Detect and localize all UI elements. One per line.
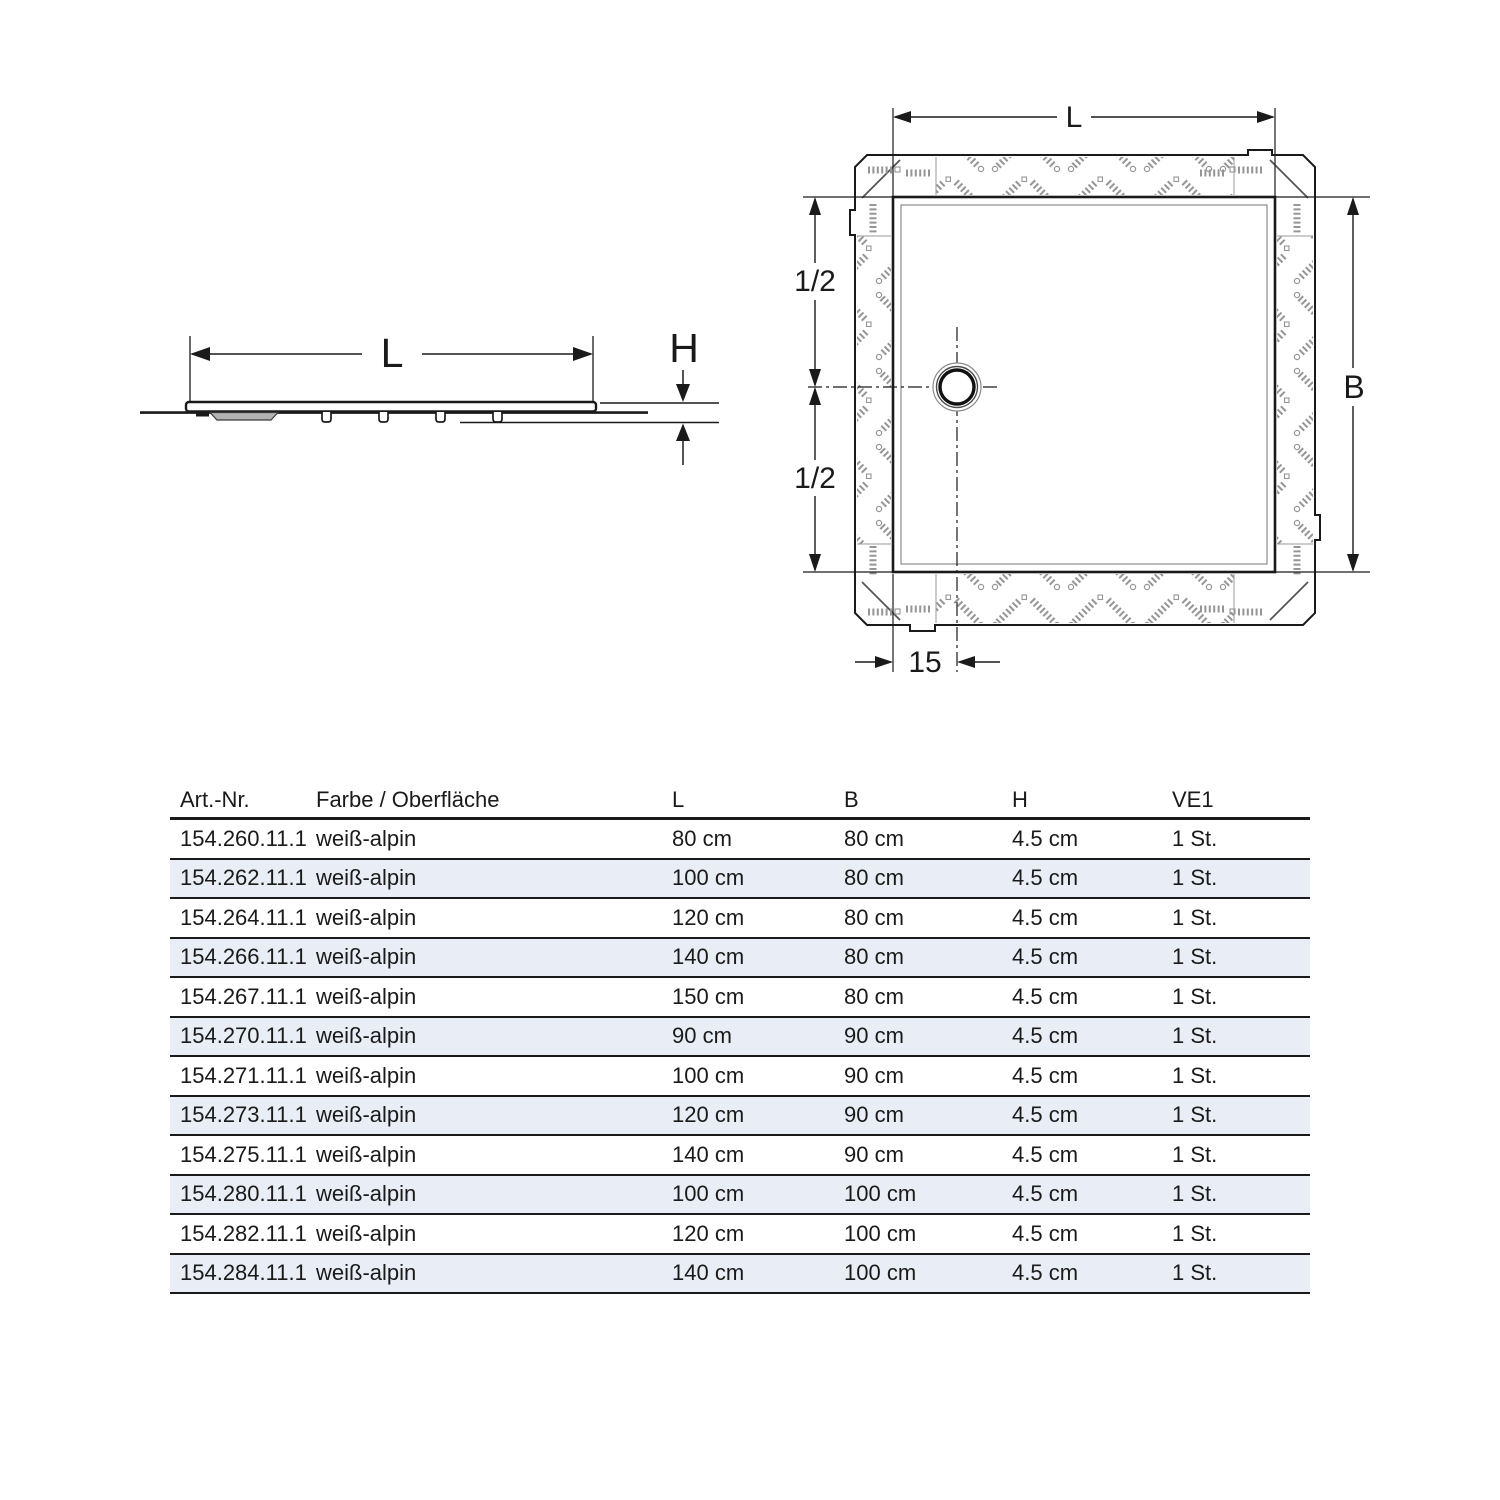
- cell-art-nr: 154.267.11.1: [180, 983, 307, 1009]
- cell-farbe: weiß-alpin: [316, 1260, 417, 1286]
- cell-ve1: 1 St.: [1172, 1023, 1218, 1049]
- cell-farbe: weiß-alpin: [316, 944, 417, 970]
- table-body: [170, 820, 1310, 1294]
- cell-ve1: 1 St.: [1172, 1181, 1218, 1207]
- arrow-down-icon: [1347, 554, 1359, 572]
- cell-b: 80 cm: [844, 983, 904, 1009]
- cell-ve1: 1 St.: [1172, 983, 1218, 1009]
- table-row: [170, 1018, 1310, 1058]
- arrow-down-icon: [809, 369, 821, 387]
- arrow-left-icon: [893, 111, 911, 123]
- column-header-ve1: VE1: [1172, 787, 1214, 812]
- table-row: [170, 860, 1310, 900]
- arrow-up-icon: [809, 387, 821, 405]
- column-header-h: H: [1012, 787, 1028, 812]
- arrow-up-icon: [809, 197, 821, 215]
- cell-farbe: weiß-alpin: [316, 1023, 417, 1049]
- table-row: [170, 1136, 1310, 1176]
- top-view-length-label: L: [1065, 101, 1083, 134]
- cell-l: 150 cm: [672, 983, 745, 1009]
- table-row: [170, 820, 1310, 860]
- cell-h: 4.5 cm: [1012, 1062, 1079, 1088]
- drain-pocket: [210, 413, 278, 421]
- cell-h: 4.5 cm: [1012, 904, 1079, 930]
- side-view-length-label: L: [380, 330, 404, 376]
- drain-offset-label: 15: [908, 646, 942, 679]
- table-row: [170, 978, 1310, 1018]
- cell-l: 100 cm: [672, 1181, 745, 1207]
- cell-b: 80 cm: [844, 865, 904, 891]
- cell-farbe: weiß-alpin: [316, 1141, 417, 1167]
- cell-farbe: weiß-alpin: [316, 983, 417, 1009]
- cell-farbe: weiß-alpin: [316, 904, 417, 930]
- cell-art-nr: 154.260.11.1: [180, 825, 307, 851]
- half-bottom-label: 1/2: [794, 462, 836, 495]
- cell-art-nr: 154.273.11.1: [180, 1102, 307, 1128]
- cell-ve1: 1 St.: [1172, 1062, 1218, 1088]
- arrow-up-icon: [676, 424, 690, 442]
- cell-art-nr: 154.280.11.1: [180, 1181, 307, 1207]
- cell-l: 140 cm: [672, 1141, 745, 1167]
- cell-b: 100 cm: [844, 1181, 917, 1207]
- arrow-down-icon: [809, 554, 821, 572]
- article-spec-table: [170, 782, 1310, 1294]
- table-row: [170, 1057, 1310, 1097]
- cell-ve1: 1 St.: [1172, 865, 1218, 891]
- cell-art-nr: 154.271.11.1: [180, 1062, 307, 1088]
- side-view-height-label: H: [669, 325, 699, 371]
- cell-ve1: 1 St.: [1172, 1141, 1218, 1167]
- cell-l: 140 cm: [672, 1260, 745, 1286]
- cell-b: 90 cm: [844, 1141, 904, 1167]
- underside-tab: [196, 412, 209, 417]
- half-top-label: 1/2: [794, 265, 836, 298]
- cell-h: 4.5 cm: [1012, 825, 1079, 851]
- cell-l: 120 cm: [672, 904, 745, 930]
- cell-b: 80 cm: [844, 825, 904, 851]
- shower-tray-top-view-drawing: [760, 60, 1420, 720]
- cell-farbe: weiß-alpin: [316, 1220, 417, 1246]
- cell-art-nr: 154.275.11.1: [180, 1141, 307, 1167]
- cell-farbe: weiß-alpin: [316, 1102, 417, 1128]
- cell-h: 4.5 cm: [1012, 944, 1079, 970]
- table-row: [170, 899, 1310, 939]
- cell-h: 4.5 cm: [1012, 1260, 1079, 1286]
- cell-h: 4.5 cm: [1012, 865, 1079, 891]
- cell-ve1: 1 St.: [1172, 1220, 1218, 1246]
- cell-b: 90 cm: [844, 1102, 904, 1128]
- column-header-farbe: Farbe / Oberfläche: [316, 787, 500, 812]
- cell-ve1: 1 St.: [1172, 944, 1218, 970]
- top-view-width-label: B: [1343, 369, 1365, 405]
- table-header-row: [170, 782, 1310, 820]
- cell-art-nr: 154.282.11.1: [180, 1220, 307, 1246]
- cell-l: 120 cm: [672, 1220, 745, 1246]
- cell-h: 4.5 cm: [1012, 1102, 1079, 1128]
- column-header-l: L: [672, 787, 685, 812]
- cell-farbe: weiß-alpin: [316, 865, 417, 891]
- arrow-left-icon: [190, 347, 210, 361]
- cell-b: 80 cm: [844, 904, 904, 930]
- cell-b: 90 cm: [844, 1062, 904, 1088]
- cell-l: 100 cm: [672, 1062, 745, 1088]
- cell-art-nr: 154.262.11.1: [180, 865, 307, 891]
- cell-h: 4.5 cm: [1012, 1181, 1079, 1207]
- cell-ve1: 1 St.: [1172, 904, 1218, 930]
- cell-b: 100 cm: [844, 1220, 917, 1246]
- table-row: [170, 1215, 1310, 1255]
- arrow-right-icon: [573, 347, 593, 361]
- arrow-right-icon: [1257, 111, 1275, 123]
- table-row: [170, 1097, 1310, 1137]
- cell-art-nr: 154.266.11.1: [180, 944, 307, 970]
- cell-art-nr: 154.284.11.1: [180, 1260, 307, 1286]
- column-header-art-nr: Art.-Nr.: [180, 787, 250, 812]
- arrow-up-icon: [1347, 197, 1359, 215]
- cell-b: 100 cm: [844, 1260, 917, 1286]
- column-header-b: B: [844, 787, 859, 812]
- cell-h: 4.5 cm: [1012, 1141, 1079, 1167]
- cell-l: 80 cm: [672, 825, 732, 851]
- cell-b: 80 cm: [844, 944, 904, 970]
- cell-farbe: weiß-alpin: [316, 1181, 417, 1207]
- table-row: [170, 1176, 1310, 1216]
- tray-slab: [186, 402, 596, 412]
- arrow-right-icon: [875, 656, 893, 668]
- table-row: [170, 939, 1310, 979]
- tray-profile: [140, 402, 648, 422]
- cell-b: 90 cm: [844, 1023, 904, 1049]
- cell-ve1: 1 St.: [1172, 1260, 1218, 1286]
- cell-h: 4.5 cm: [1012, 1220, 1079, 1246]
- cell-h: 4.5 cm: [1012, 1023, 1079, 1049]
- cell-l: 100 cm: [672, 865, 745, 891]
- cell-ve1: 1 St.: [1172, 825, 1218, 851]
- shower-tray-side-view-drawing: [100, 300, 760, 540]
- cell-art-nr: 154.264.11.1: [180, 904, 307, 930]
- cell-l: 140 cm: [672, 944, 745, 970]
- cell-farbe: weiß-alpin: [316, 1062, 417, 1088]
- cell-art-nr: 154.270.11.1: [180, 1023, 307, 1049]
- table-row: [170, 1255, 1310, 1295]
- cell-farbe: weiß-alpin: [316, 825, 417, 851]
- arrow-left-icon: [957, 656, 975, 668]
- cell-h: 4.5 cm: [1012, 983, 1079, 1009]
- arrow-down-icon: [676, 384, 690, 402]
- cell-ve1: 1 St.: [1172, 1102, 1218, 1128]
- cell-l: 120 cm: [672, 1102, 745, 1128]
- cell-l: 90 cm: [672, 1023, 732, 1049]
